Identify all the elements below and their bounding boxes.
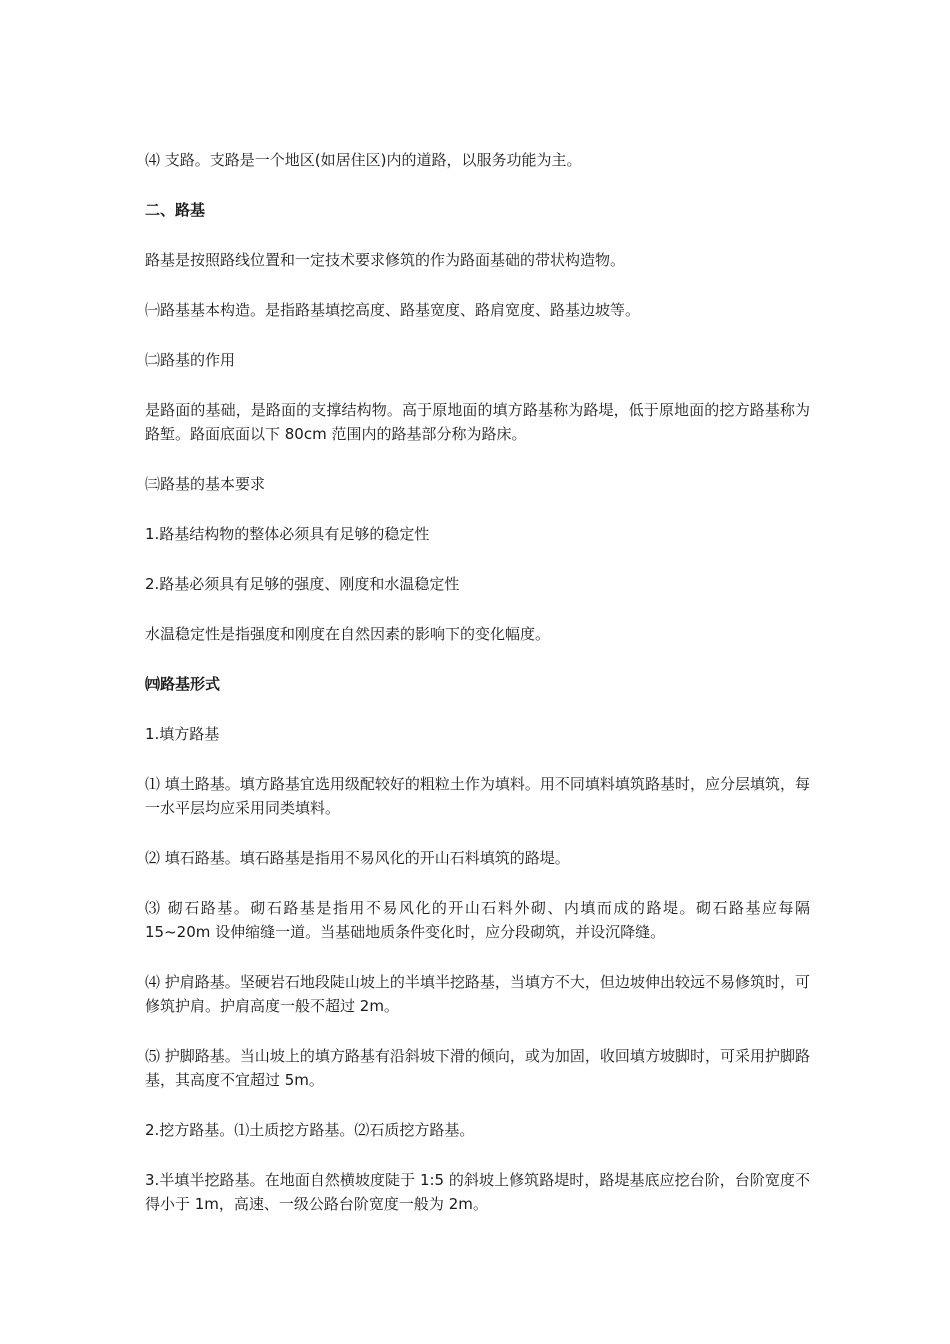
subheading-roadbed-function: ㈡路基的作用 bbox=[145, 351, 236, 369]
paragraph-rock-fill: ⑵ 填石路基。填石路基是指用不易风化的开山石料填筑的路堤。 bbox=[145, 849, 570, 867]
list-item-requirement-1: 1.路基结构物的整体必须具有足够的稳定性 bbox=[145, 525, 430, 543]
document-page bbox=[145, 148, 810, 1242]
paragraph-branch-road: ⑷ 支路。支路是一个地区(如居住区)内的道路，以服务功能为主。 bbox=[145, 151, 582, 169]
paragraph-roadbed-definition: 路基是按照路线位置和一定技术要求修筑的作为路面基础的带状构造物。 bbox=[145, 251, 626, 269]
list-item-fill-roadbed: 1.填方路基 bbox=[145, 725, 220, 743]
paragraph-soil-fill: ⑴ 填土路基。填方路基宜选用级配较好的粗粒土作为填料。用不同填料填筑路基时，应分层填筑，每一水平层均应采用同类填料。 bbox=[145, 775, 810, 817]
list-item-half-fill-half-cut: 3.半填半挖路基。在地面自然横坡度陡于 1:5 的斜坡上修筑路堤时，路堤基底应挖台阶，台阶宽度不得小于 1m，高速、一级公路台阶宽度一般为 2m。 bbox=[145, 1171, 810, 1213]
paragraph-basic-structure: ㈠路基基本构造。是指路基填挖高度、路基宽度、路肩宽度、路基边坡等。 bbox=[145, 301, 641, 319]
paragraph-toe-protection: ⑸ 护脚路基。当山坡上的填方路基有沿斜坡下滑的倾向，或为加固，收回填方坡脚时，可采用护脚路基，其高度不宜超过 5m。 bbox=[145, 1047, 810, 1089]
paragraph-roadbed-function: 是路面的基础，是路面的支撑结构物。高于原地面的填方路基称为路堤，低于原地面的挖方路基称为路堑。路面底面以下 80cm 范围内的路基部分称为路床。 bbox=[145, 401, 810, 443]
list-item-cut-roadbed: 2.挖方路基。⑴土质挖方路基。⑵石质挖方路基。 bbox=[145, 1121, 475, 1139]
section-heading-roadbed-forms: ㈣路基形式 bbox=[145, 675, 221, 693]
section-heading-roadbed: 二、路基 bbox=[145, 201, 206, 219]
list-item-requirement-2: 2.路基必须具有足够的强度、刚度和水温稳定性 bbox=[145, 575, 460, 593]
paragraph-shoulder-protection: ⑷ 护肩路基。坚硬岩石地段陡山坡上的半填半挖路基，当填方不大，但边坡伸出较远不易修筑时，可修筑护肩。护肩高度一般不超过 2m。 bbox=[145, 973, 810, 1015]
paragraph-water-temperature-stability: 水温稳定性是指强度和刚度在自然因素的影响下的变化幅度。 bbox=[145, 625, 551, 643]
paragraph-masonry-roadbed: ⑶ 砌石路基。砌石路基是指用不易风化的开山石料外砌、内填而成的路堤。砌石路基应每隔 15~20m 设伸缩缝一道。当基础地质条件变化时，应分段砌筑，并设沉降缝。 bbox=[145, 899, 810, 941]
subheading-basic-requirements: ㈢路基的基本要求 bbox=[145, 475, 266, 493]
